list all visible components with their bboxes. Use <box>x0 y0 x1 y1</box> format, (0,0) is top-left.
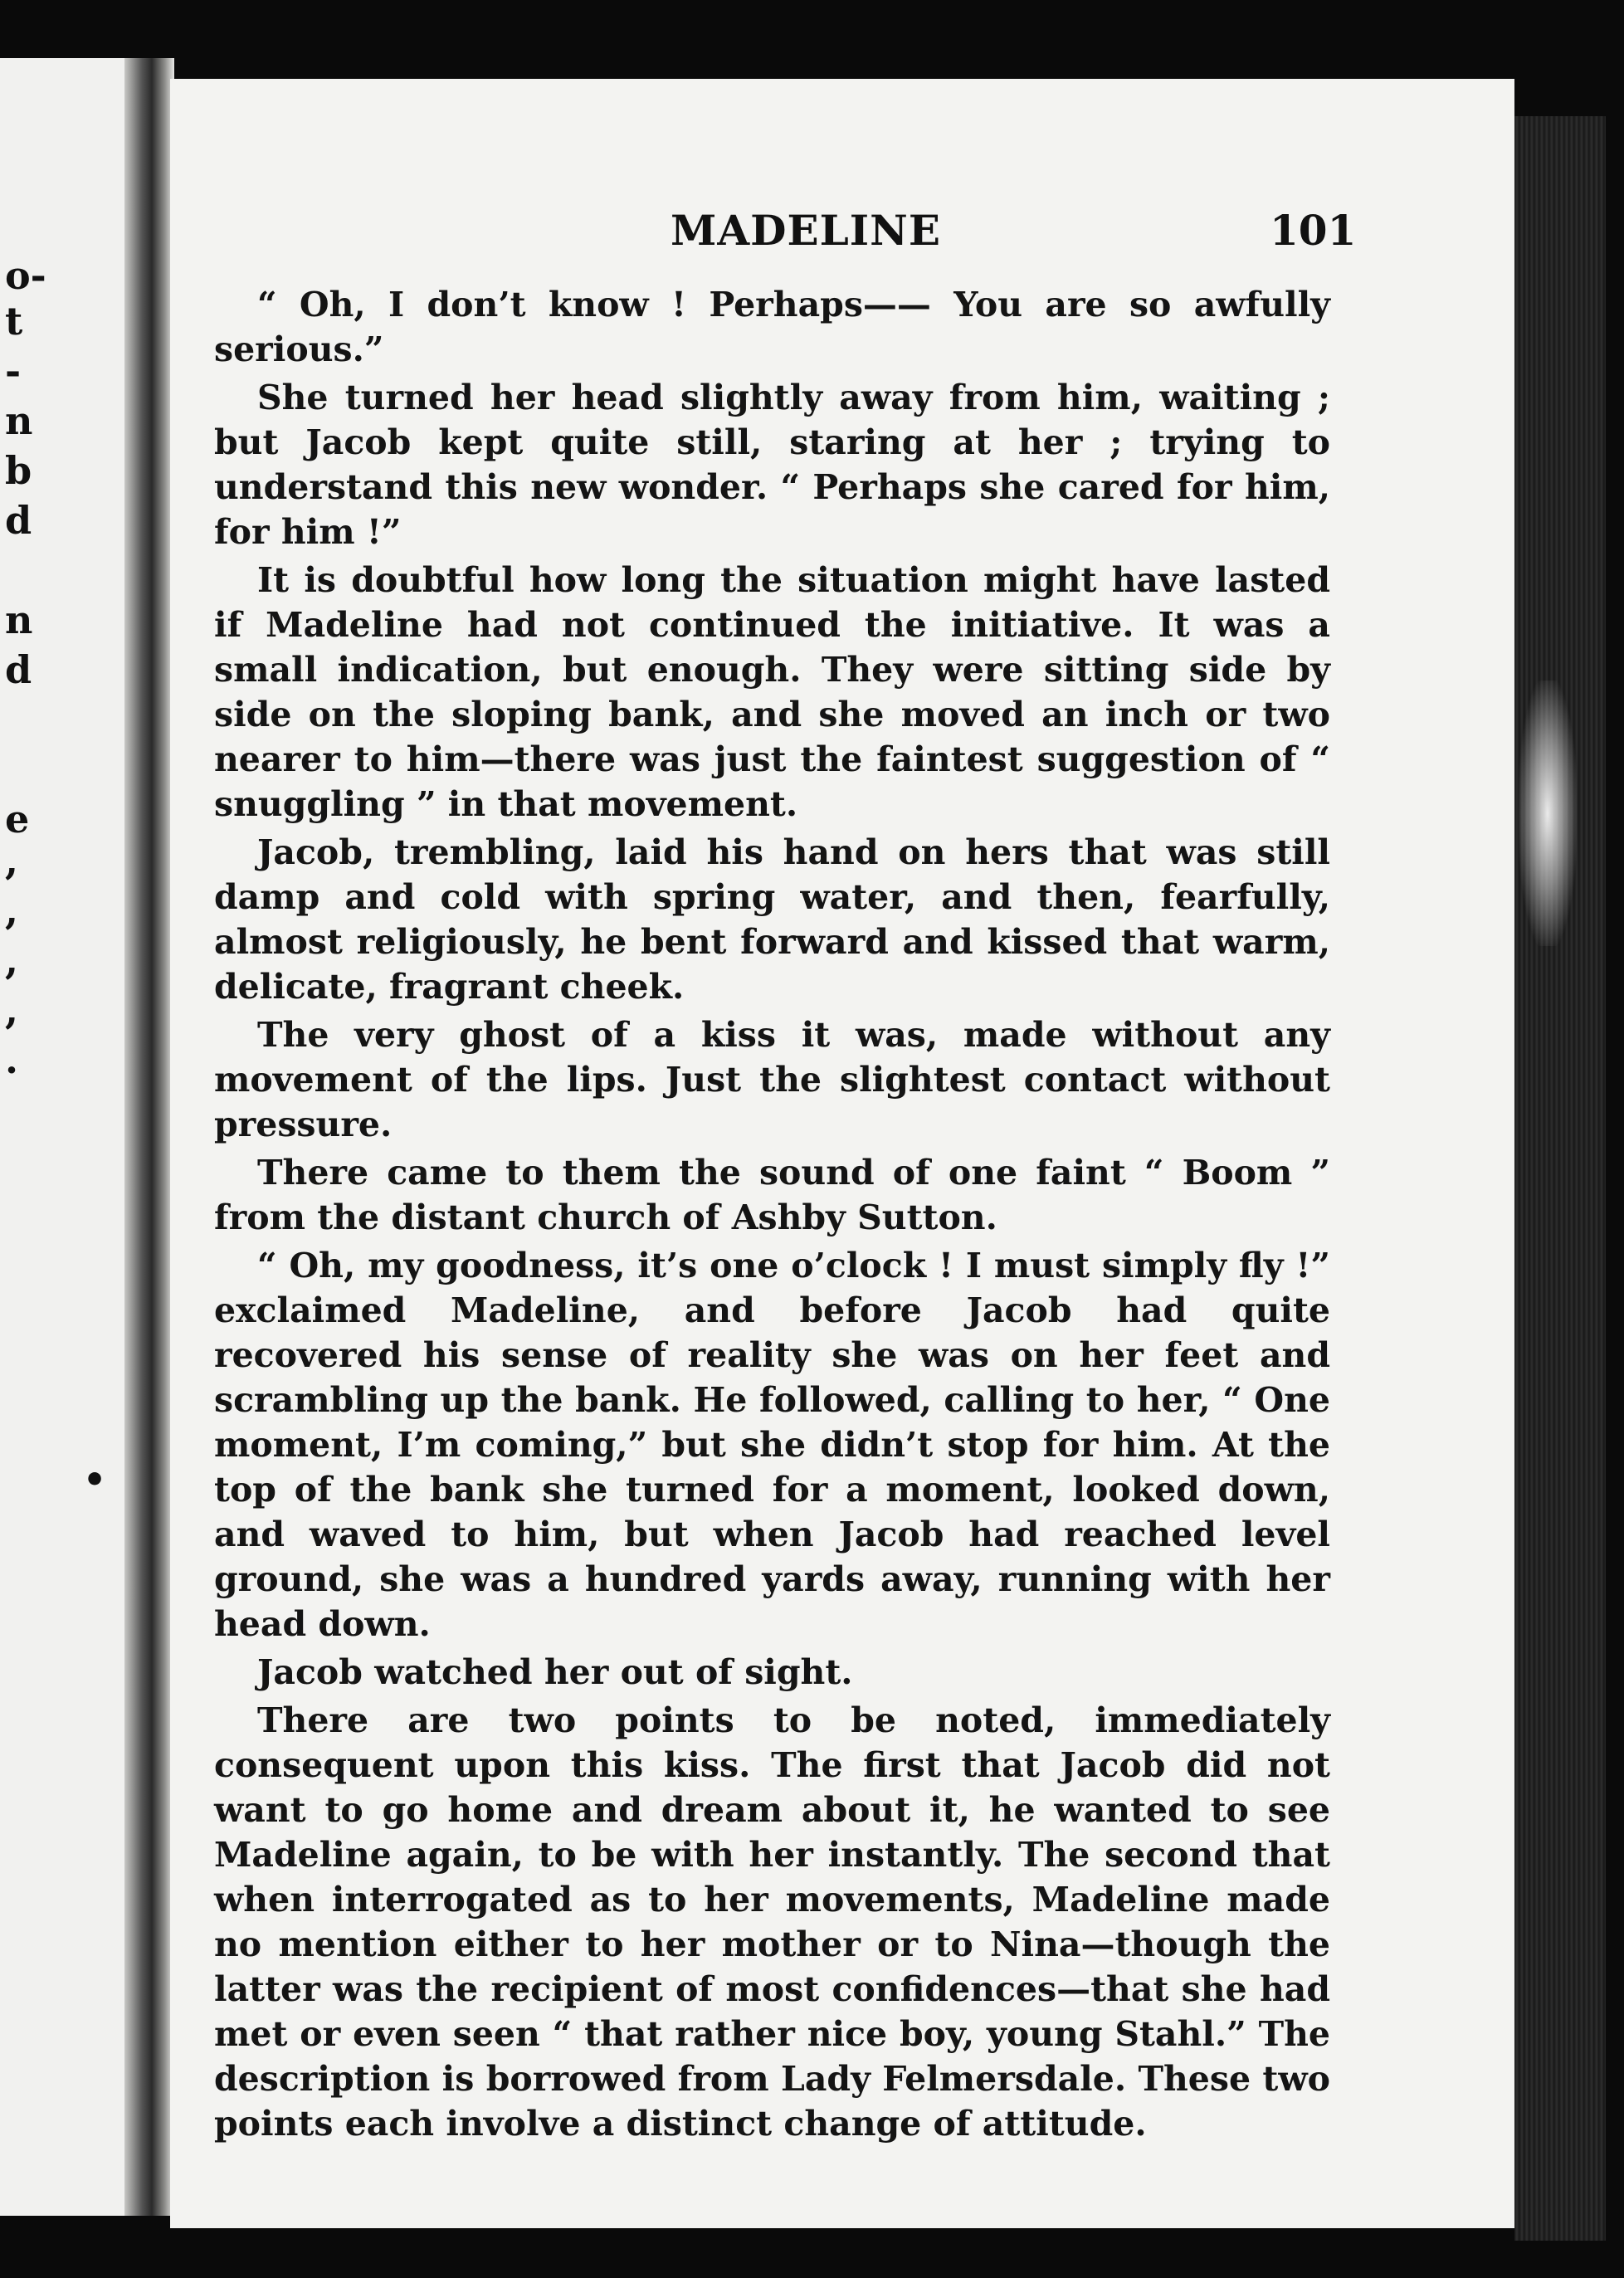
body-text <box>214 282 1330 2149</box>
margin-mark: • <box>83 1459 107 1501</box>
paragraph: “ Oh, my goodness, it’s one o’clock ! I must simply fly !” exclaimed Madeline, and before Jacob had quite recovered his sense of reality she was on her feet and scrambling up the bank. He followed, calling to her, “ One moment, I’m coming,” but she didn’t stop for him. At the top of the bank she turned for a moment, looked down, and waved to him, but when Jacob had reached level ground, she was a hundred yards away, running with her head down. <box>214 1246 1330 1644</box>
paragraph: The very ghost of a kiss it was, made without any movement of the lips. Just the slightest contact without pressure. <box>214 1015 1330 1144</box>
paragraph: Jacob, trembling, laid his hand on hers that was still damp and cold with spring water, and then, fearfully, almost religiously, he bent forward and kissed that warm, delicate, fragrant cheek. <box>214 832 1330 1007</box>
edge-fragment: t <box>5 299 23 344</box>
edge-fragment: , <box>5 938 19 983</box>
paragraph: “ Oh, I don’t know ! Perhaps—— You are so awfully serious.” <box>214 285 1330 369</box>
edge-fragment: , <box>5 888 19 933</box>
edge-fragment: . <box>5 1037 19 1082</box>
edge-fragment: n <box>5 598 33 642</box>
edge-fragment: b <box>5 448 32 493</box>
edge-fragment: , <box>5 988 19 1032</box>
edge-fragment: n <box>5 398 33 443</box>
page-number: 101 <box>1270 206 1357 255</box>
edge-fragment: o- <box>5 253 46 298</box>
light-reflection <box>1519 680 1577 946</box>
book-gutter <box>124 58 174 2216</box>
edge-fragment: d <box>5 498 32 543</box>
paragraph: There came to them the sound of one faint “ Boom ” from the distant church of Ashby Sutton. <box>214 1153 1330 1237</box>
edge-fragment: , <box>5 838 19 883</box>
paragraph: It is doubtful how long the situation might have lasted if Madeline had not continued the initiative. It was a small indication, but enough. They were sitting side by side on the sloping bank, and she moved an inch or two nearer to him—there was just the faintest suggestion of “ snuggling ” in that movement. <box>214 560 1330 824</box>
paragraph: She turned her head slightly away from him, waiting ; but Jacob kept quite still, staring at her ; trying to understand this new wonder. “ Perhaps she cared for him, for him !” <box>214 378 1330 552</box>
page-block-edge <box>1514 116 1606 2241</box>
edge-fragment: d <box>5 647 32 692</box>
edge-fragment: - <box>5 349 22 393</box>
paragraph: Jacob watched her out of sight. <box>257 1652 853 1692</box>
edge-fragment: e <box>5 797 30 841</box>
paragraph: There are two points to be noted, immediately consequent upon this kiss. The first that Jacob did not want to go home and dream about it, he wanted to see Madeline again, to be with her instantly. The second that when interrogated as to her movements, Madeline made no mention either to her mother or to Nina—though the latter was the recipient of most confidences—that she had met or even seen “ that rather nice boy, young Stahl.” The description is borrowed from Lady Felmersdale. These two points each involve a distinct change of attitude. <box>214 1700 1330 2144</box>
running-title: MADELINE <box>671 206 941 255</box>
